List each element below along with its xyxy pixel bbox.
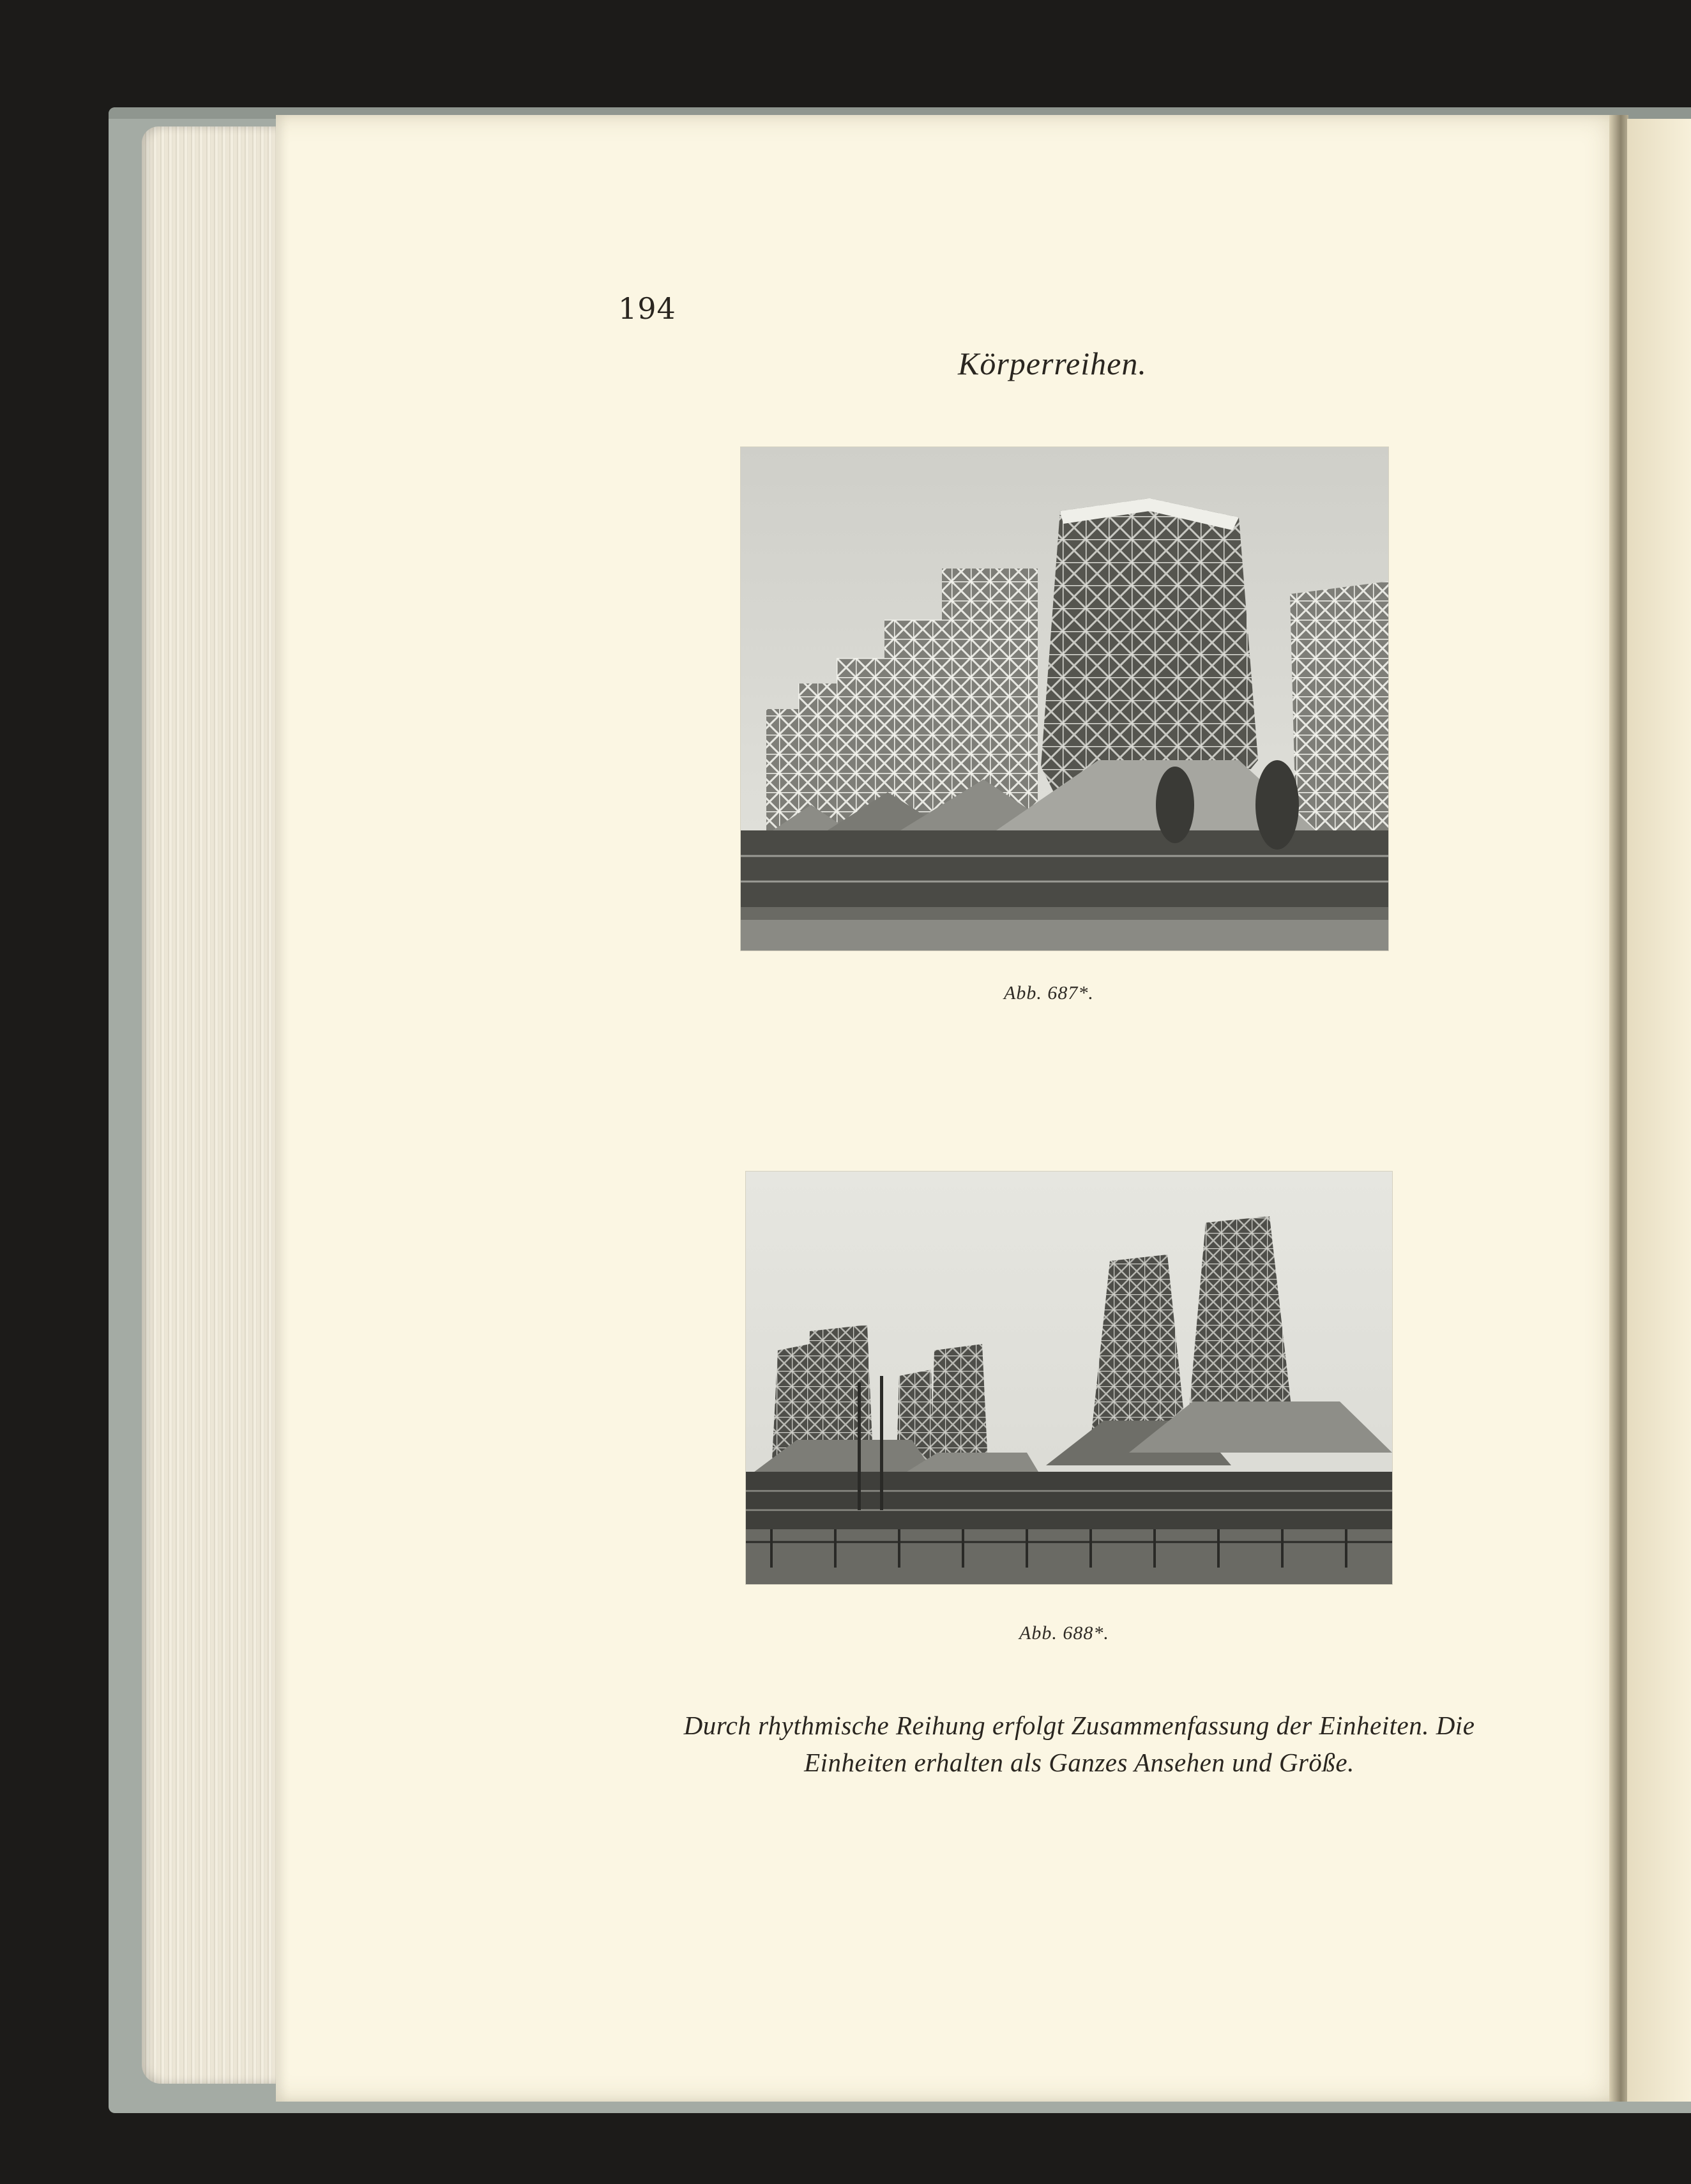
figure-caption: Abb. 687*. <box>1004 982 1094 1004</box>
photo-688-illustration <box>746 1172 1392 1584</box>
photo-cooling-towers-field <box>746 1172 1392 1584</box>
body-paragraph <box>600 1707 1558 1781</box>
figure-caption: Abb. 688*. <box>1019 1623 1109 1644</box>
running-head: Körperreihen. <box>958 346 1147 381</box>
book-page <box>276 115 1625 2102</box>
gutter <box>1609 115 1628 2102</box>
photo-cooling-towers-row <box>741 447 1388 951</box>
body-line: Durch rhythmische Reihung erfolgt Zusammenfassung der Einheiten. Die <box>683 1711 1475 1740</box>
facing-page <box>1627 119 1691 2102</box>
body-line: Einheiten erhalten als Ganzes Ansehen und Größe. <box>804 1748 1354 1777</box>
photo-687-illustration <box>741 447 1388 951</box>
page-number: 194 <box>618 291 676 326</box>
